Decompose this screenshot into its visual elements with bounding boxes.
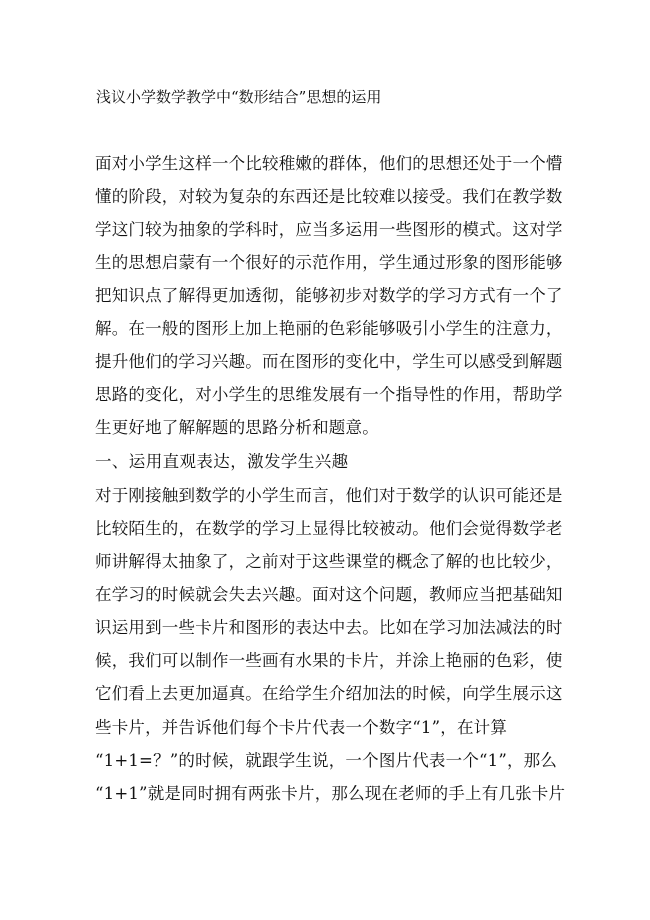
intro-line-9: 生更好地了解解题的思路分析和题意。 bbox=[95, 418, 379, 437]
section-heading-1: 一、运用直观表达，激发学生兴趣 bbox=[95, 452, 349, 471]
section1-line-1: 对于刚接触到数学的小学生而言，他们对于数学的认识可能还是 bbox=[95, 486, 563, 505]
intro-line-5: 把知识点了解得更加透彻，能够初步对数学的学习方式有一个了 bbox=[95, 286, 563, 305]
section1-line-4: 在学习的时候就会失去兴趣。面对这个问题，教师应当把基础知 bbox=[95, 585, 563, 604]
intro-line-7: 提升他们的学习兴趣。而在图形的变化中，学生可以感受到解题 bbox=[95, 352, 563, 371]
section1-line-3: 师讲解得太抽象了，之前对于这些课堂的概念了解的也比较少， bbox=[95, 552, 563, 571]
section1-line-8: 些卡片，并告诉他们每个卡片代表一个数字“1”，在计算 bbox=[95, 718, 508, 737]
section1-line-2: 比较陌生的，在数学的学习上显得比较被动。他们会觉得数学老 bbox=[95, 519, 563, 538]
intro-line-8: 思路的变化，对小学生的思维发展有一个指导性的作用，帮助学 bbox=[95, 385, 563, 404]
intro-line-4: 生的思想启蒙有一个很好的示范作用，学生通过形象的图形能够 bbox=[95, 253, 563, 272]
section1-line-9: “1+1=？”的时候，就跟学生说，一个图片代表一个“1”，那么 bbox=[95, 751, 558, 770]
intro-line-3: 学这门较为抽象的学科时，应当多运用一些图形的模式。这对学 bbox=[95, 220, 563, 239]
intro-line-2: 懂的阶段，对较为复杂的东西还是比较难以接受。我们在教学数 bbox=[95, 187, 563, 206]
intro-line-1: 面对小学生这样一个比较稚嫩的群体，他们的思想还处于一个懵 bbox=[95, 154, 563, 173]
section1-line-7: 它们看上去更加逼真。在给学生介绍加法的时候，向学生展示这 bbox=[95, 684, 563, 703]
section1-line-5: 识运用到一些卡片和图形的表达中去。比如在学习加法减法的时 bbox=[95, 618, 563, 637]
intro-line-6: 解。在一般的图形上加上艳丽的色彩能够吸引小学生的注意力， bbox=[95, 319, 563, 338]
section1-line-6: 候，我们可以制作一些画有水果的卡片，并涂上艳丽的色彩，使 bbox=[95, 651, 563, 670]
section1-line-10: “1+1”就是同时拥有两张卡片，那么现在老师的手上有几张卡片 bbox=[95, 784, 566, 803]
document-title: 浅议小学数学教学中“数形结合”思想的运用 bbox=[96, 88, 382, 106]
